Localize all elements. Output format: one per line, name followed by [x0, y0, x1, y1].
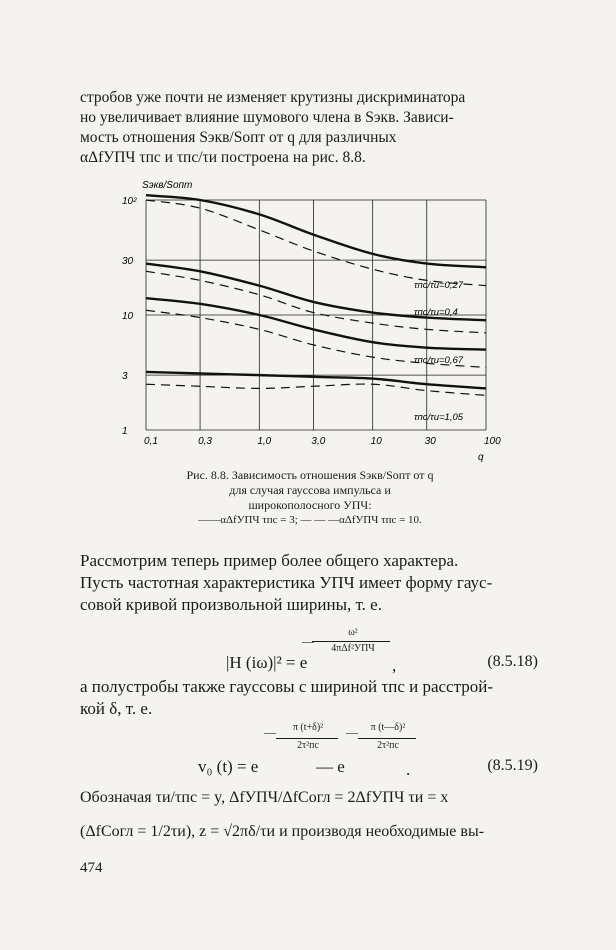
caption-line: для случая гауссова импульса и	[229, 483, 391, 497]
x-tick-label: 100	[484, 436, 501, 447]
figure-8-8	[118, 172, 501, 464]
y-tick-label: 1	[122, 426, 128, 437]
eq2-number: (8.5.19)	[487, 757, 538, 774]
y-tick-label: 10²	[122, 196, 137, 207]
text-line: Пусть частотная характеристика УПЧ имеет форму гаус-	[80, 573, 493, 592]
eq1-lhs: |H (iω)|² = e	[226, 653, 308, 672]
x-tick-label: 0,3	[198, 436, 212, 447]
text-line: стробов уже почти не изменяет крутизны дискриминатора	[80, 89, 466, 106]
x-tick-label: 30	[424, 436, 436, 447]
series-line	[146, 200, 486, 286]
series-line	[146, 195, 486, 267]
x-tick-label: 0,1	[144, 436, 158, 447]
paragraph-3	[80, 787, 540, 843]
eq2-exp1-denominator: 2τ²пс	[297, 740, 319, 751]
caption-legend: ——αΔfУПЧ τпс = 3; — — —αΔfУПЧ τпс = 10.	[198, 514, 422, 526]
text-line: Обозначая τи/τпс = y, ΔfУПЧ/ΔfСогл = 2ΔfУПЧ τи = x	[80, 789, 449, 806]
curve-label-04: τпс/τи=0,4	[414, 307, 458, 318]
text-line: а полустробы также гауссовы с шириной τпс и расстрой-	[80, 677, 493, 696]
x-tick-label: 3,0	[311, 436, 326, 447]
x-tick-label: 1,0	[257, 436, 272, 447]
figure-caption	[120, 468, 500, 528]
text-line: αΔfУПЧ τпс и τпс/τи построена на рис. 8.8.	[80, 149, 366, 166]
eq2-exp2-denominator: 2τ²пс	[377, 740, 399, 751]
curve-label-105: τпс/τи=1,05	[414, 412, 464, 423]
top-paragraph	[80, 88, 540, 168]
caption-line: широкополосного УПЧ:	[248, 498, 372, 512]
eq1-exp-numerator: ω²	[348, 627, 358, 638]
x-tick-label: 10	[370, 436, 382, 447]
text-line: (ΔfСогл = 1/2τи), z = √2πδ/τи и производя необходимые вы-	[80, 823, 485, 840]
text-line: но увеличивает влияние шумового члена в Sэкв. Зависи-	[80, 109, 454, 126]
eq1-number: (8.5.18)	[487, 653, 538, 670]
caption-line: Рис. 8.8. Зависимость отношения Sэкв/Sопт от q	[186, 468, 434, 482]
paragraph-2	[80, 676, 540, 720]
series-line	[146, 298, 486, 349]
y-axis-label: Sэкв/Sопт	[142, 180, 193, 191]
y-tick-label: 10	[122, 311, 134, 322]
text-line: Рассмотрим теперь пример более общего характера.	[80, 551, 459, 570]
x-axis-label: q	[478, 452, 484, 463]
eq2-mid: — e	[316, 757, 345, 776]
chart-svg	[118, 172, 501, 464]
text-line: совой кривой произвольной ширины, т. е.	[80, 595, 382, 614]
curve-label-027: τпс/τи=0,27	[414, 280, 464, 291]
eq1-exp-denominator: 4πΔf²УПЧ	[331, 643, 375, 654]
eq2-exp2-numerator: π (t—δ)²	[370, 722, 406, 733]
page-number: 474	[80, 860, 103, 876]
text-line: кой δ, т. е.	[80, 699, 153, 718]
y-tick-label: 3	[122, 371, 128, 383]
eq2-exp1-numerator: π (t+δ)²	[292, 722, 324, 733]
y-tick-label: 30	[122, 256, 134, 268]
text-line: мость отношения Sэкв/Sопт от q для различных	[80, 129, 397, 146]
curve-label-067: τпс/τи=0,67	[414, 355, 464, 366]
paragraph-1	[80, 550, 540, 616]
eq2-lhs: v₀ (t) = e	[198, 757, 259, 776]
